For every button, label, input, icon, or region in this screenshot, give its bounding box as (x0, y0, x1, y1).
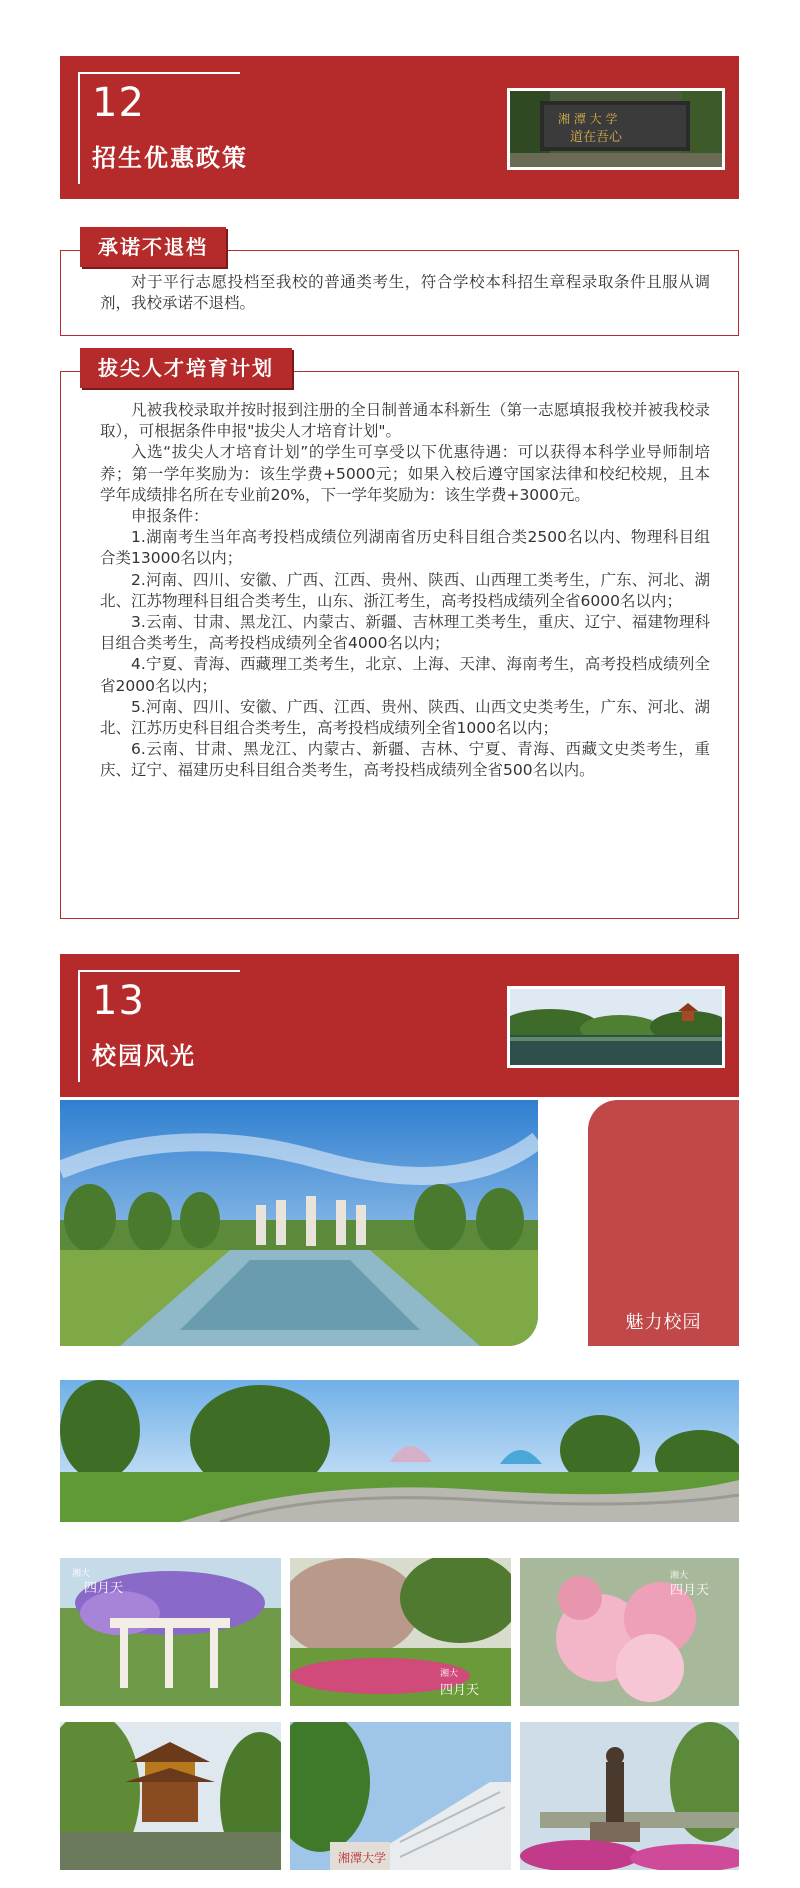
svg-text:湘大: 湘大 (440, 1669, 459, 1679)
promise-tag: 承诺不退档 (80, 227, 226, 267)
gallery-caption: 魅力校园 (625, 1312, 702, 1333)
section-title: 招生优惠政策 (92, 144, 248, 172)
wisteria-pavilion-photo (60, 1558, 281, 1706)
svg-text:湘大: 湘大 (72, 1569, 91, 1579)
banner-photo-lake (507, 986, 725, 1068)
talent-paragraph: 申报条件： (131, 507, 209, 526)
talent-paragraph: 4.宁夏、青海、西藏理工类考生，北京、上海、天津、海南考生，高考投档成绩列全省2000名以内； (100, 655, 710, 695)
svg-text:道在吾心: 道在吾心 (570, 130, 623, 145)
caption-panel (588, 1100, 739, 1346)
talent-paragraph: 入选“拔尖人才培育计划”的学生可享受以下优惠待遇：可以获得本科学业导师制培养；第一学年奖励为：该生学费+5000元；如果入校后遵守国家法律和校纪校规，且本学年成绩排名所在专业前20%，下一学年奖励为：该生学费+3000元。 (100, 443, 710, 504)
plaza-photo-frame (60, 1100, 538, 1346)
section-number: 13 (92, 978, 145, 1024)
talent-tag: 拔尖人才培育计划 (80, 348, 292, 388)
svg-text:湘大: 湘大 (670, 1571, 689, 1581)
section-12-banner (60, 56, 739, 199)
talent-paragraph: 5.河南、四川、安徽、广西、江西、贵州、陕西、山西文史类考生，广东、河北、湖北、江苏历史科目组合类考生，高考投档成绩列全省1000名以内； (100, 697, 710, 738)
section-title: 校园风光 (92, 1042, 196, 1070)
promise-paragraph: 对于平行志愿投档至我校的普通类考生，符合学校本科招生章程录取条件且服从调剂，我校承诺不退档。 (100, 273, 710, 313)
svg-text:四月天: 四月天 (84, 1581, 124, 1596)
svg-text:湘 潭 大 学: 湘 潭 大 学 (558, 112, 618, 126)
banner-photo-monument (507, 88, 725, 170)
talent-paragraph: 2.河南、四川、安徽、广西、江西、贵州、陕西、山西理工类考生，广东、河北、湖北、江苏物理科目组合类考生，山东、浙江考生，高考投档成绩列全省6000名以内； (100, 570, 710, 610)
promise-text (100, 272, 710, 314)
talent-paragraph: 6.云南、甘肃、黑龙江、内蒙古、新疆、吉林、宁夏、青海、西藏文史类考生，重庆、辽宁、福建历史科目组合类考生，高考投档成绩列全省500名以内。 (100, 740, 710, 780)
statue-photo (520, 1722, 739, 1870)
garden-photo (60, 1380, 739, 1522)
section-number: 12 (92, 80, 145, 126)
talent-text (100, 400, 710, 782)
svg-text:四月天: 四月天 (670, 1583, 710, 1598)
svg-text:湘潭大学: 湘潭大学 (338, 1851, 387, 1865)
section-13-banner (60, 954, 739, 1097)
cherry-blossom-photo (520, 1558, 739, 1706)
svg-text:四月天: 四月天 (440, 1683, 480, 1698)
talent-paragraph: 凡被我校录取并按时报到注册的全日制普通本科新生（第一志愿填报我校并被我校录取），可根据条件申报"拔尖人才培育计划"。 (100, 401, 710, 441)
building-photo (290, 1722, 511, 1870)
talent-paragraph: 3.云南、甘肃、黑龙江、内蒙古、新疆、吉林理工类考生，重庆、辽宁、福建物理科目组合类考生，高考投档成绩列全省4000名以内； (100, 613, 710, 653)
talent-paragraph: 1.湖南考生当年高考投档成绩位列湖南省历史科目组合类2500名以内、物理科目组合类13000名以内； (100, 528, 710, 568)
pagoda-pavilion-photo (60, 1722, 281, 1870)
blossom-lawn-photo (290, 1558, 511, 1706)
